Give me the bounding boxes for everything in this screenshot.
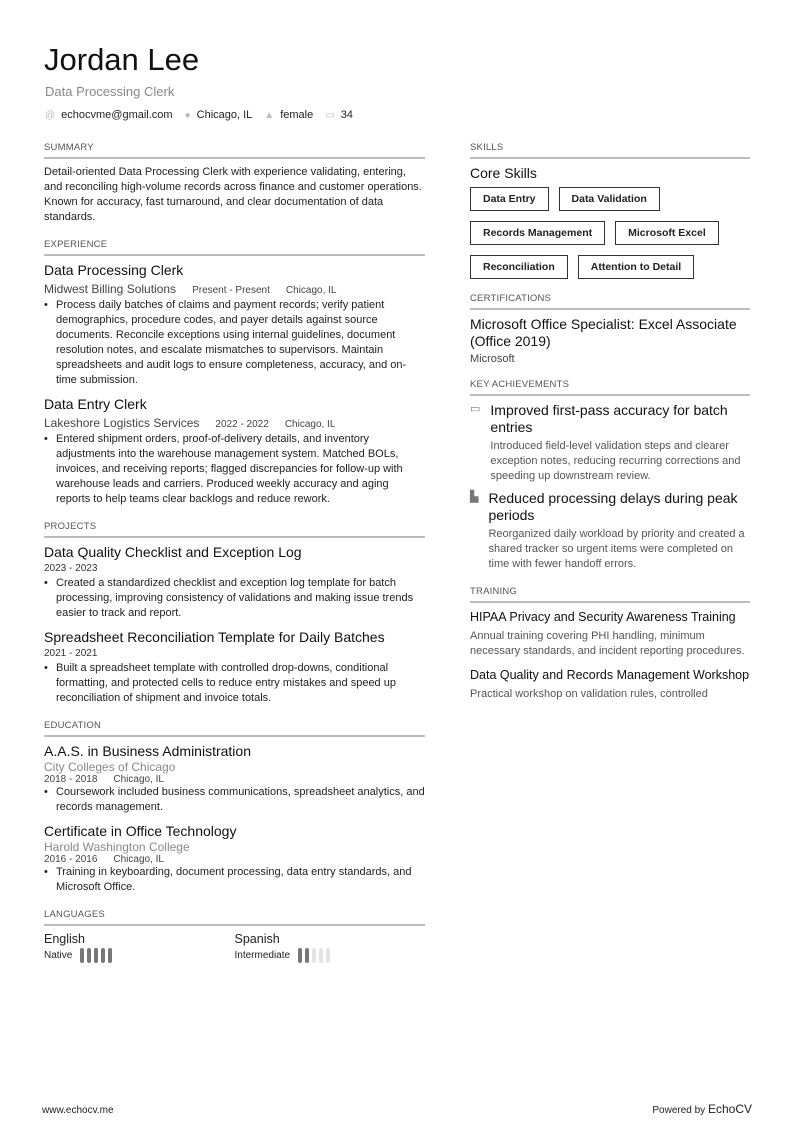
company: Lakeshore Logistics Services [44,416,200,430]
person-icon: ▲ [264,110,275,121]
language-level: Intermediate [234,950,291,962]
summary-heading: SUMMARY [44,142,425,159]
company: Midwest Billing Solutions [44,282,177,296]
location: Chicago, IL [196,109,253,121]
skill-chip: Data Validation [559,187,660,211]
dates: 2021 - 2021 [44,648,98,659]
job-title: Data Processing Clerk [44,262,184,278]
project-item [44,544,425,621]
language-item [44,932,235,963]
proficiency-bar [319,948,323,963]
project-title: Spreadsheet Reconciliation Template for Daily Batches [44,629,385,645]
training-title: Data Quality and Records Management Workshop [470,668,750,682]
skill-chip: Attention to Detail [578,255,694,279]
skills-heading: SKILLS [470,142,750,159]
school-location: Chicago, IL [113,774,164,785]
school-location: Chicago, IL [113,854,164,865]
toggle-icon: ▭ [470,403,481,415]
proficiency-bar [108,948,112,963]
language-name: English [44,932,85,946]
training-text: Annual training covering PHI handling, minimum necessary standards, and incident reporting procedures. [470,630,745,657]
experience-item [44,262,425,388]
dates: 2022 - 2022 [215,419,269,430]
projects-heading: PROJECTS [44,521,425,538]
bullet: • Entered shipment orders, proof-of-delivery details, and inventory adjustments into the warehouse management system. Matched BOLs, invoices, and receiving reports; flagged discrepancies for follow-up with warehouse leads and carriers. Produced weekly accuracy and aging reports to help teams clear backlogs and reduce rework. [44,432,425,507]
job-location: Chicago, IL [285,285,337,296]
footer-url[interactable]: www.echocv.me [42,1105,114,1116]
achievement-title: Reduced processing delays during peak periods [488,490,738,523]
achievements-heading: KEY ACHIEVEMENTS [470,379,750,396]
language-name: Spanish [234,932,280,946]
skill-chip: Microsoft Excel [615,221,719,245]
project-item [44,629,425,706]
job-location: Chicago, IL [284,419,336,430]
bullet: • Created a standardized checklist and exception log template for batch processing, improving consistency of validations and making issue trends easier to track and report. [44,576,425,621]
bullet: • Built a spreadsheet template with controlled drop-downs, conditional formatting, and protected cells to reduce entry mistakes and speed up reconciliation of shipment and invoice totals. [44,661,425,706]
file-icon: ▙ [470,491,479,503]
education-item [44,823,425,895]
proficiency-bar [298,948,302,963]
location-icon: ● [184,110,191,121]
age: 34 [340,109,353,121]
calendar-icon: ▭ [325,110,335,121]
proficiency-bars [298,948,330,963]
skills-group: Core Skills [470,165,537,181]
email[interactable]: echocvme@gmail.com [61,109,173,121]
dates: 2016 - 2016 [44,854,98,865]
gender: female [280,109,314,121]
skill-chip: Records Management [470,221,605,245]
dates: Present - Present [192,285,270,296]
dates: 2023 - 2023 [44,563,98,574]
left-column [44,142,425,963]
certifications-heading: CERTIFICATIONS [470,293,750,310]
degree: A.A.S. in Business Administration [44,743,251,759]
training-text: Practical workshop on validation rules, controlled [470,688,708,700]
school: Harold Washington College [44,840,190,854]
achievement-item [470,402,750,484]
achievement-text: Introduced field-level validation steps and clearer exception notes, reducing recurring corrections and speeding up downstream review. [490,440,741,482]
proficiency-bar [312,948,316,963]
candidate-title: Data Processing Clerk [45,84,175,99]
dates: 2018 - 2018 [44,774,98,785]
bullet: • Coursework included business communications, spreadsheet analytics, and records management. [44,785,425,815]
language-item [235,932,426,963]
proficiency-bar [94,948,98,963]
school: City Colleges of Chicago [44,760,176,774]
at-icon: @ [45,110,56,121]
experience-heading: EXPERIENCE [44,239,425,256]
proficiency-bar [87,948,91,963]
education-item [44,743,425,815]
achievement-text: Reorganized daily workload by priority and created a shared tracker so urgent items were completed on time with fewer handoff errors. [488,528,745,570]
bullet: • Training in keyboarding, document processing, data entry standards, and Microsoft Office. [44,865,425,895]
education-heading: EDUCATION [44,720,425,737]
candidate-name: Jordan Lee [44,42,200,77]
training-title: HIPAA Privacy and Security Awareness Training [470,610,736,624]
bullet: • Process daily batches of claims and payment records; verify patient demographics, procedure codes, and payer details against source documents. Reconcile exceptions using internal guidelines, document resolution notes, and escalate mismatches to supervisors. Maintain spreadsheets and audit logs to ensure completeness, accuracy, and on-time submission. [44,298,425,388]
experience-item [44,396,425,507]
proficiency-bar [80,948,84,963]
proficiency-bar [305,948,309,963]
contact-info [45,109,353,121]
degree: Certificate in Office Technology [44,823,237,839]
project-title: Data Quality Checklist and Exception Log [44,544,302,560]
skill-chip: Reconciliation [470,255,568,279]
proficiency-bar [326,948,330,963]
certification-title: Microsoft Office Specialist: Excel Associate (Office 2019) [470,316,737,349]
achievement-title: Improved first-pass accuracy for batch entries [490,402,728,435]
brand[interactable]: EchoCV [707,1102,752,1116]
proficiency-bar [101,948,105,963]
powered-by: Powered by [652,1105,706,1116]
training-heading: TRAINING [470,586,750,603]
achievement-item [470,490,750,572]
certification-issuer: Microsoft [470,353,515,365]
footer-branding [652,1102,752,1116]
languages-heading: LANGUAGES [44,909,425,926]
right-column [470,142,750,702]
proficiency-bars [80,948,112,963]
skill-chip: Data Entry [470,187,549,211]
summary-text: Detail-oriented Data Processing Clerk with experience validating, entering, and reconciling high-volume records across finance and customer operations. Known for accuracy, fast turnaround, and clear documentation of data standards. [44,166,422,223]
language-level: Native [44,950,73,962]
job-title: Data Entry Clerk [44,396,147,412]
